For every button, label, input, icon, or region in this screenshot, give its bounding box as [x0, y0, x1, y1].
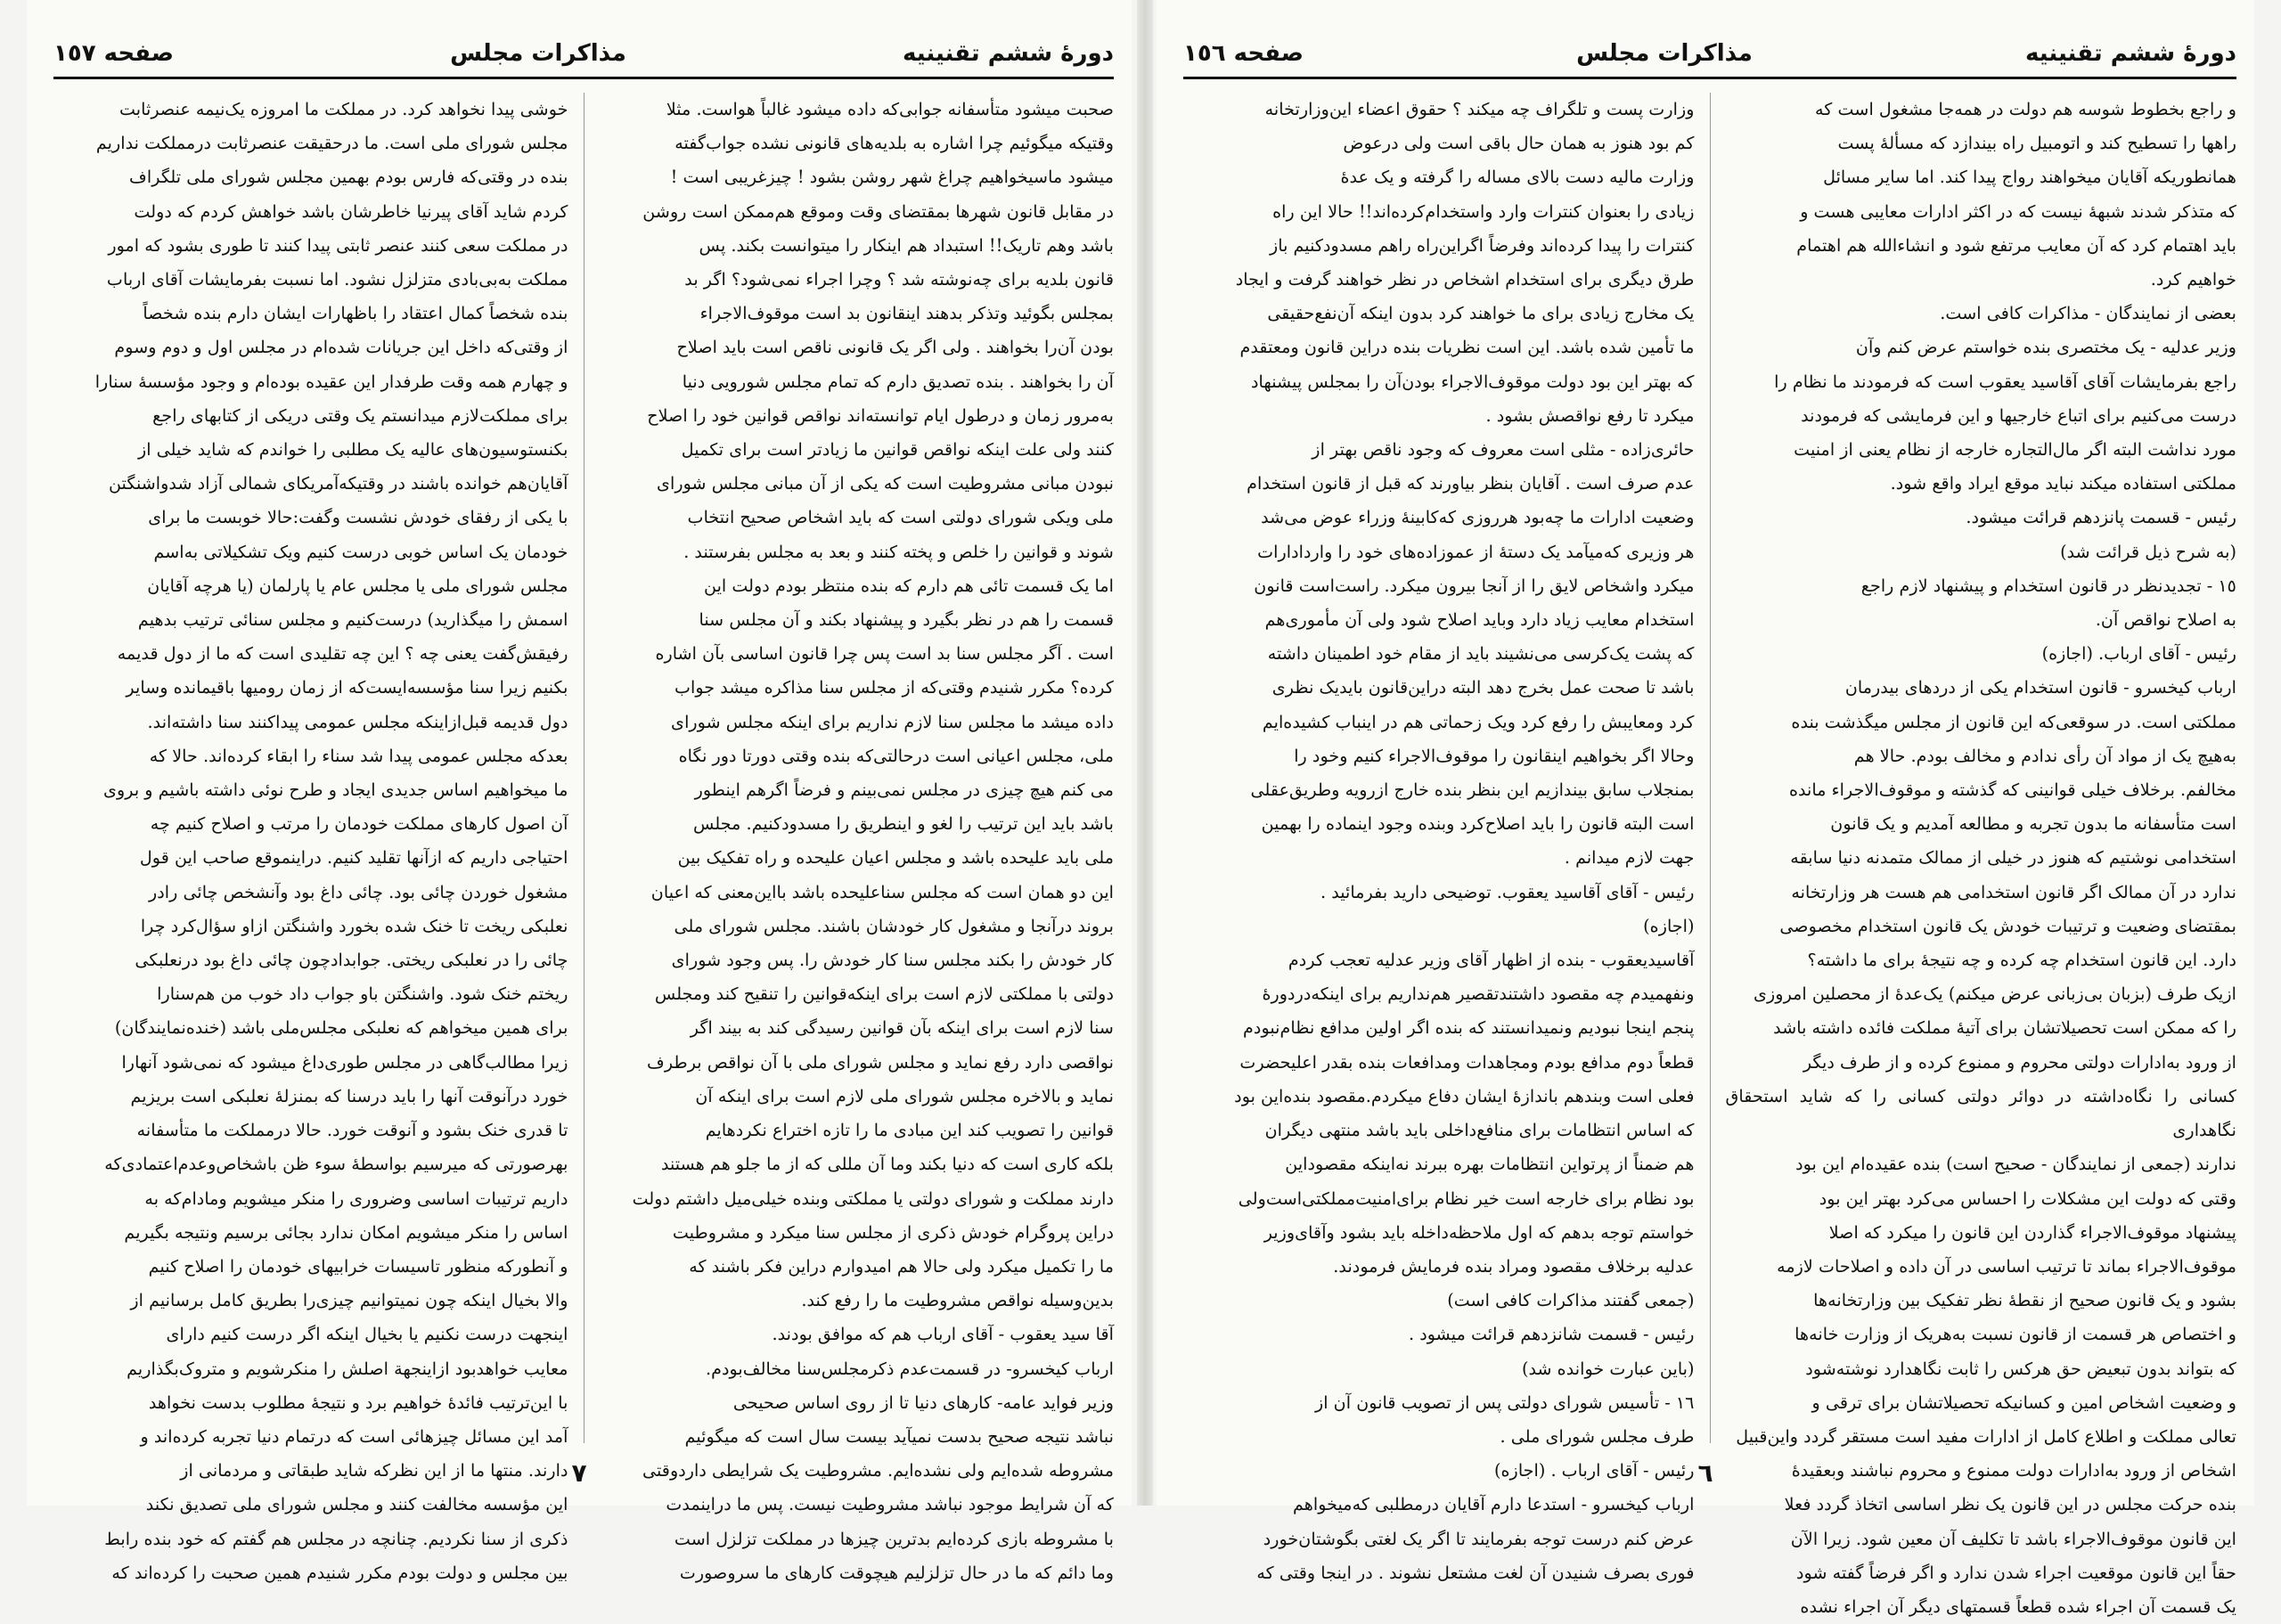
text-line: آقا سید یعقوب - آقای ارباب هم که موافق بودند. [772, 1324, 1114, 1345]
page-folio: ٦ [1697, 1458, 1713, 1488]
text-line: بودن آن‌را بخواهند . ولی اگر یک قانونی ناقص است باید اصلاح [676, 337, 1114, 358]
text-line: کسانی را نگاه‌داشته در دوائر دولتی کسانی را که شاید استحقاق نگاهداری [1725, 1085, 2236, 1141]
left-page-header [53, 34, 1114, 73]
text-line: از ورود به‌ادارات دولتی محروم و ممنوع کرده و از طرف دیگر [1803, 1051, 2236, 1073]
header-rule [1183, 77, 2236, 79]
text-line: مخالفم. برخلاف خیلی قوانینی که گذشته و موقوف‌الاجراء مانده [1788, 779, 2236, 801]
text-column-right [1725, 93, 2237, 1617]
text-line: بنده حرکت مجلس در این قانون یک نظر اساسی اتخاذ گردد فعلا [1784, 1494, 2236, 1515]
text-line: و آنطورکه منظور تاسیسات خرابیهای خودمان را اصلاح کنیم [148, 1255, 568, 1277]
text-line: همانطوریکه آقایان میخواهند رواج پیدا کند. اما سایر مسائل [1823, 167, 2236, 188]
text-line: که متذکر شدند شبههٔ نیست که در اکثر ادارات معایبی هست و [1800, 200, 2236, 222]
text-line: این دو همان است که مجلس سناعلیحده باشد بااین‌معنی که اعیان [650, 881, 1114, 902]
text-line: و وضعیت اشخاص امین و کسانیکه تحصیلاتشان برای ترقی و [1811, 1391, 2236, 1413]
column-divider [584, 93, 585, 1443]
text-line: نواقصی دارد رفع نماید و مجلس شورای ملی با آن نواقص برطرف [646, 1051, 1114, 1073]
text-line: بود نظام برای خارجه است خیر نظام برای‌امنیت‌مملکتی‌است‌ولی [1238, 1187, 1695, 1209]
text-line: بنده شخصاً کمال اعتقاد را باظهارات ایشان دارم بنده شخصاً [143, 303, 568, 324]
text-line: (باین عبارت خوانده شد) [1521, 1358, 1695, 1379]
text-line: بشود و یک قانون صحیح از نقطهٔ نظر تفکیک بین وزارتخانه‌ها [1813, 1290, 2236, 1311]
text-line: به اصلاح نواقص آن. [2095, 609, 2236, 631]
text-line: به‌مرور زمان و درطول ایام توانسته‌اند نواقص قوانین خود را اصلاح [647, 404, 1114, 426]
text-line: ازیک طرف (بزبان بی‌زبانی عرض میکنم) یک‌عدهٔ از محصلین امروزی [1754, 983, 2236, 1005]
right-page [1157, 0, 2254, 1617]
text-line: و اختصاص هر قسمت از قانون نسبت به‌هریک از وزارت خانه‌ها [1795, 1324, 2236, 1345]
text-line: خواستم توجه بدهم که اول ملاحظه‌داخله باید بشود وآقای‌وزیر [1263, 1221, 1695, 1243]
text-line: سنا لازم است برای اینکه بآن قوانین رسیدگی کند به بیند اگر [690, 1017, 1114, 1039]
text-line: (جمعی گفتند مذاکرات کافی است) [1447, 1290, 1695, 1311]
text-line: خوشی پیدا نخواهد کرد. در مملکت ما امروزه یک‌نیمه عنصرثابت [119, 99, 568, 119]
header-page-number: صفحه ١٥٦ [1183, 40, 1304, 67]
text-line: کنند ولی علت اینکه نواقص قوانین ما زیادتر است برای تکمیل [681, 439, 1114, 461]
text-line: ارباب کیخسرو - قانون استخدام یکی از دردهای بیدرمان [1844, 677, 2236, 698]
text-line: ذکری از سنا نکردیم. چنانچه در مجلس هم گفتم که خود بنده رابط [104, 1528, 568, 1549]
text-line: و چهارم همه وقت طرفدار این عقیده بوده‌ام و وجود مؤسسهٔ سنارا [94, 371, 568, 392]
text-line: وقتیکه میگوئیم چرا اشاره به بلدیه‌های قانونی نشده جواب‌گفته [674, 133, 1114, 154]
text-line: اشخاص از ورود به‌ادارات دولت ممنوع و محروم نباشند وبعقیدهٔ [1791, 1460, 2236, 1481]
text-line: ارباب کیخسرو - استدعا دارم آقایان درمطلبی که‌میخواهم [1293, 1494, 1695, 1515]
column-divider [1710, 93, 1711, 1443]
text-line: که بهتر این بود دولت موقوف‌الاجراء بودن‌آن را بمجلس پیشنهاد [1251, 371, 1695, 392]
header-series: دورهٔ ششم تقنینیه [2024, 40, 2236, 67]
text-line: بهرصورتی که میرسیم بواسطهٔ سوء ظن باشخاص‌وعدم‌اعتمادی‌که [104, 1154, 568, 1175]
header-rule [53, 77, 1114, 79]
text-line: استخدام معایب زیاد دارد وباید اصلاح شود ولی آن مأموری‌هم [1264, 609, 1695, 631]
text-line: است متأسفانه ما بدون تجربه و مطالعه آمدیم و یک قانون [1830, 813, 2236, 835]
text-line: که اساس انتظامات برای منافع‌داخلی باید باشد منتهی دیگران [1264, 1120, 1695, 1141]
header-page-number: صفحه ١٥٧ [53, 40, 175, 67]
text-line: بمنجلاب سابق بیندازیم این بنظر بنده خارج ازرویه وطریق‌عقلی [1250, 779, 1695, 801]
text-line: ملی، مجلس اعیانی است درحالتی‌که بنده وقتی دورتا دور نگاه [678, 745, 1114, 766]
text-line: چائی را در نعلبکی ریختی. جوابدادچون چائی داغ بود درنعلبکی [135, 950, 568, 971]
text-line: بین مجلس و دولت بودم مکرر شنیدم همین صحبت را کرده‌اند که [111, 1562, 568, 1583]
text-line: راهها را تسطیح کند و اتومبیل راه بیندازد که مسألهٔ پست [1837, 133, 2236, 154]
text-line: ١٦ - تأسیس شورای دولتی پس از تصویب قانون آن از [1314, 1391, 1695, 1413]
text-line: بنده در وقتی‌که فارس بودم بهمین مجلس شورای ملی تلگراف [129, 167, 568, 188]
text-line: وما دائم که ما در حال تزلزلیم هیچوقت کارهای ما سروصورت [679, 1562, 1114, 1583]
text-line: (اجازه) [1643, 915, 1695, 936]
text-line: کم بود هنوز به همان حال باقی است ولی درعوض [1343, 133, 1695, 154]
text-line: خودمان یک اساس خوبی درست کنیم ویک تشکیلاتی به‌اسم [153, 541, 568, 562]
text-line: یک مخارج زیادی برای ما خواهند کرد بدون اینکه آن‌نفع‌حقیقی [1267, 303, 1695, 324]
text-line: نبودن مبانی مشروطیت است که یکی از آن مبانی مجلس شورای [656, 473, 1114, 494]
text-line: میکرد واشخاص لایق را از آنجا بیرون میکرد. راست‌است قانون [1254, 575, 1695, 596]
text-line: نعلبکی ریخت تا خنک شده بخورد واشنگتن ازاو سؤال‌کرد چرا [140, 915, 568, 936]
text-line: به‌هیچ یک از مواد آن رأی ندادم و مخالف بودم. حالا هم [1853, 745, 2236, 766]
text-line: فعلی است وبندهم باندازهٔ ایشان دفاع میکردم.مقصود بنده‌این بود [1234, 1085, 1695, 1106]
text-line: است البته قانون را باید اصلاح‌کرد وبنده وجود اینماده را بهمین [1261, 813, 1695, 835]
text-line: که بتواند بدون تبعیض حق هرکس را ثابت نگاهدارد نوشته‌شود [1805, 1358, 2236, 1379]
text-line: ندارد در آن ممالک اگر قانون استخدامی هم هست هر وزارتخانه [1791, 881, 2236, 902]
text-line: مورد نداشت البته اگر مال‌التجاره خارجه از نظام یعنی از امنیت [1794, 439, 2236, 461]
text-line: آقاسیدیعقوب - بنده از اظهار آقای وزیر عدلیه تعجب کردم [1288, 950, 1695, 971]
header-title: مذاکرات مجلس [450, 40, 626, 67]
text-line: که پشت یک‌کرسی می‌نشیند باید از مقام خود اطمینان داشته [1267, 643, 1695, 665]
text-line: بدین‌وسیله نواقص مشروطیت ما را رفع کند. [801, 1290, 1114, 1311]
text-column-left [53, 93, 568, 1583]
text-line: تعالی مملکت و اطلاع کامل از ادارات مفید است مستقر گردد واین‌قبیل [1736, 1425, 2236, 1447]
text-column-left [1183, 93, 1695, 1583]
text-line: را که ممکن است تحصیلاتشان برای آتیهٔ مملکت فائده داشته باشد [1773, 1017, 2236, 1039]
text-line: قوانین را تصویب کند این مبادی ما را تازه اختراع نکردهایم [705, 1120, 1114, 1141]
text-line: میشود ماسیخواهیم چراغ شهر روشن بشود ! چیزغریبی است ! [670, 167, 1114, 188]
text-line: اینجهت درست نکنیم یا بخیال اینکه اگر درست کنیم دارای [166, 1324, 568, 1345]
text-line: دارند. منتها ما از این نظرکه شاید طبقاتی و مردمانی از [180, 1460, 568, 1481]
text-line: دول قدیمه قبل‌ازاینکه مجلس عمومی پیداکنند سنا داشته‌اند. [147, 711, 568, 732]
text-line: برای همین میخواهم که نعلبکی مجلس‌ملی باشد (خنده‌نمایندگان) [114, 1017, 568, 1039]
text-line: عدلیه برخلاف مقصود ومراد بنده فرمایش فرمودند. [1333, 1255, 1695, 1277]
text-line: با این‌ترتیب فائدهٔ خواهیم برد و نتیجهٔ مطلوب بدست نخواهد [148, 1391, 568, 1413]
text-line: عدم صرف است . آقایان بنظر بیاورند که قبل از قانون استخدام [1247, 473, 1695, 494]
text-line: با یکی از رفقای خودش نشست وگفت:حالا خوبست ما برای [148, 507, 568, 528]
text-line: از وقتی‌که داخل این جریانات شده‌ام در مجلس اول و دوم وسوم [114, 337, 568, 358]
text-line: والا بخیال اینکه چون نمیتوانیم چیزی‌را بطریق کامل برسانیم از [130, 1290, 568, 1311]
text-line: بکنیم زیرا سنا مؤسسه‌ایست‌که از زمان رومیها باقیمانده وسایر [126, 677, 568, 698]
text-line: برای مملکت‌لازم میدانستم یک وقتی دریکی از کتابهای راجع [152, 404, 568, 426]
text-line: در مقابل قانون شهرها بمقتضای وقت وموقع هم‌ممکن است روشن [642, 200, 1114, 222]
right-page-header [1183, 34, 2236, 73]
text-line: موقوف‌الاجراء بماند تا ترتیب اساسی در آن داده و اصلاحات لازمه [1777, 1255, 2236, 1277]
text-line: مجلس شورای ملی است. ما درحقیقت عنصرثابت درمملکت نداریم [95, 133, 568, 154]
header-series: دورهٔ ششم تقنینیه [902, 40, 1114, 67]
text-line: کرده؟ مکرر شنیدم وقتی‌که از مجلس سنا مذاکره میشد جواب [674, 677, 1114, 698]
text-line: دارند مملکت و شورای دولتی یا مملکتی وبنده خیلی‌میل داشتم دولت [632, 1187, 1114, 1209]
text-line: وحالا اگر بخواهیم اینقانون را موقوف‌الاجراء کنیم وخود را [1294, 745, 1695, 766]
text-line: ملی ویکی شورای دولتی است که باید اشخاص صحیح‌ انتخاب [687, 507, 1114, 528]
text-line: رئیس - قسمت پانزدهم قرائت میشود. [1966, 507, 2236, 528]
text-line: رفیقش‌گفت یعنی چه ؟ این چه تقلیدی است که ما از دول قدیمه [117, 643, 568, 665]
text-line: آمد این مسائل چیزهائی است که درتمام دنیا تجربه کرده‌اند و [140, 1425, 568, 1447]
text-line: است . آگر مجلس سنا بد است پس چرا قانون اساسی بآن اشاره [655, 643, 1114, 665]
text-line: احتیاجی داریم که ازآنها تقلید کنیم. دراینموقع صاحب این قول [139, 847, 568, 869]
text-line: بمقتضای وضعیت و ترتیبات خودش یک قانون استخدام مخصوصی [1779, 915, 2236, 936]
text-line: رئیس - آقای ارباب. (اجازه) [2041, 643, 2236, 665]
text-line: صحبت میشود متأسفانه جوابی‌که داده میشود غالباً هواست. مثلا [666, 99, 1114, 119]
text-line: دراین پروگرام خودش ذکری از مجلس سنا میکرد و مشروطیت [672, 1221, 1114, 1243]
text-line: خورد درآنوقت آنها را باید درسنا که بمنزلهٔ نعلبکی است بریزیم [130, 1085, 568, 1106]
text-line: بکنستوسیون‌های عالیه یک مطلبی را خواندم که شاید خیلی از [137, 439, 568, 461]
text-line: بلکه کاری است که دنیا بکند وما آن مللی که از ما جلو هم هستند [660, 1154, 1114, 1175]
text-line: کنترات را پیدا کرده‌اند وفرضاً اگراین‌راه راهم مسدودکنیم باز [1269, 234, 1695, 256]
left-page-columns [53, 93, 1114, 1583]
text-line: در مملکت سعی کنند عنصر ثابتی پیدا کنند تا طوری بشود که امور [108, 234, 568, 256]
text-line: زیادی را بعنوان کنترات وارد واستخدام‌کرده‌اند!! حالا این راه [1272, 200, 1695, 222]
text-line: و راجع بخطوط شوسه هم دولت در همه‌جا مشغول است که [1815, 99, 2236, 119]
text-line: ریختم خنک شود. واشنگتن باو جواب داد خوب من هم‌سنارا [157, 983, 568, 1005]
text-line: هم ضمناً از پرتواین انتظامات بهره ببرند نه‌اینکه مقصوداین [1285, 1154, 1695, 1175]
text-line: آقایان‌هم خوانده باشند در وقتیکه‌آمریکای شمالی آزاد شدواشنگتن [108, 473, 568, 494]
left-page [27, 0, 1132, 1583]
text-line: اساس را منکر میشویم امکان ندارد بجائی برسیم ونتیجه بگیریم [124, 1221, 568, 1243]
text-line: با مشروطه بازی کرده‌ایم بدترین چیزها در مملکت تزلزل است [674, 1528, 1114, 1549]
right-page-columns [1183, 93, 2236, 1617]
text-line: راجع بفرمایشات آقای آقاسید یعقوب است که فرمودند ما نظام را [1774, 371, 2236, 392]
text-line: وقتی که دولت این مشکلات را احساس می‌کرد بهتر این بود [1819, 1187, 2236, 1209]
text-line: باید اهتمام کرد که آن معایب مرتفع شود و انشاءالله هم اهتمام [1796, 234, 2236, 256]
text-line: وزارت پست و تلگراف چه میکند ؟ حقوق اعضاء این‌وزارتخانه [1264, 99, 1695, 119]
text-line: بعدکه مجلس عمومی پیدا شد سناء را ابقاء کرده‌اند. حالا که [149, 745, 568, 766]
text-line: نماید و بالاخره مجلس شورای ملی لازم است برای اینکه آن [695, 1085, 1114, 1106]
text-line: حقاً این قانون موقعیت اجراء شدن ندارد و اگر فرضاً گفته شود [1796, 1562, 2236, 1583]
text-line: عرض کنم درست توجه بفرمایند تا اگر یک لغتی بگوشتان‌خورد [1263, 1528, 1695, 1549]
text-line: شوند و قوانین را خلص و پخته کنند و بعد به مجلس بفرستند . [683, 541, 1114, 562]
text-line: وزارت مالیه دست بالای مساله را گرفته و یک عدهٔ [1340, 167, 1695, 188]
text-line: اسمش را میگذارید) درست‌کنیم و مجلس سنائی ترتیب بدهیم [137, 609, 568, 631]
text-line: تا قدری خنک بشود و آنوقت خورد. حالا درمملکت ما متأسفانه [136, 1120, 568, 1141]
text-line: بعضی از نمایندگان - مذاکرات کافی است. [1940, 303, 2236, 324]
book-gutter [1137, 0, 1153, 1506]
text-line: مشروطه شده‌ایم ولی نشده‌ایم. مشروطیت یک شرایطی داردوقتی [642, 1460, 1114, 1481]
header-title: مذاکرات مجلس [1576, 40, 1753, 67]
text-line: وضعیت ادارات ما چه‌بود هرروزی که‌کابینهٔ وزراء عوض می‌شد [1261, 507, 1695, 528]
text-line: بمجلس بگوئید وتذکر بدهند اینقانون بد است موقوف‌الاجراء [699, 303, 1114, 324]
text-line: معایب خواهدبود ازاینجهة اصلش را منکرشویم و متروک‌بگذاریم [127, 1358, 568, 1379]
page-folio: ٧ [571, 1458, 587, 1488]
text-line: طرق دیگری برای استخدام اشخاص در نظر خواهند گرفت و ایجاد [1235, 269, 1695, 290]
text-line: خواهیم کرد. [2150, 269, 2236, 290]
text-line: زیرا مطالب‌گاهی در مجلس طوری‌داغ میشود که نمی‌شود آنهارا [121, 1051, 568, 1073]
text-line: (به شرح ذیل قرائت شد) [2060, 541, 2236, 562]
text-line: دولتی با مملکتی لازم است برای اینکه‌قوانین را تنقیح کند ومجلس [654, 983, 1114, 1005]
text-line: استخدامی نوشتیم که هنوز در خیلی از ممالک متمدنه دنیا سابقه [1790, 847, 2236, 869]
text-line: قطعاً دوم مدافع بودم ومجاهدات ومدافعات بنده بقدر اعلیحضرت [1239, 1051, 1695, 1073]
text-line: مملکت به‌بی‌بادی متزلزل نشود. اما نسبت بفرمایشات آقای ارباب [106, 269, 568, 290]
text-line: جهت لازم میدانم . [1564, 847, 1695, 869]
text-line: بروند درآنجا و مشغول کار خودشان باشند. مجلس شورای ملی [674, 915, 1114, 936]
text-line: فوری بصرف شنیدن آن لغت مشتعل نشوند . در اینجا وقتی که [1256, 1562, 1695, 1583]
text-line: وزیر فواید عامه- کارهای دنیا تا از روی اساس صحیحی [732, 1391, 1114, 1413]
text-line: اما یک قسمت تائی هم دارم که بنده منتظر بودم دولت این [703, 575, 1114, 596]
text-line: ما تأمین شده باشد. این است نظریات بنده دراین قانون ومعتقدم [1239, 337, 1695, 358]
text-line: باشد وهم تاریک!! استبداد هم اینکار را میتوانست بکند. پس [699, 234, 1114, 256]
text-line: مملکتی استفاده میکند نباید موقع ایراد واقع شود. [1890, 473, 2236, 494]
text-line: رئیس - آقای آقاسید یعقوب. توضیحی دارید بفرمائید . [1320, 881, 1695, 902]
text-line: ارباب کیخسرو- در قسمت‌عدم ذکرمجلس‌سنا مخالف‌بودم. [706, 1358, 1114, 1379]
text-line: طرف مجلس شورای ملی . [1500, 1425, 1695, 1447]
text-line: مملکتی است. در سوقعی‌که این قانون از مجلس میگذشت بنده [1791, 711, 2236, 732]
text-line: باشد باید این ترتیب را لغو و اینطریق را مسدودکنیم. مجلس [692, 813, 1114, 835]
text-line: که آن شرایط موجود نباشد مشروطیت نیست. پس ما دراینمدت [666, 1494, 1114, 1515]
text-line: حائری‌زاده - مثلی است معروف که وجود ناقص بهتر از [1312, 439, 1695, 461]
text-line: کرد ومعایبش را رفع کرد ویک زحماتی هم در اینباب کشیده‌ایم [1262, 711, 1695, 732]
text-line: رئیس - قسمت شانزدهم قرائت میشود . [1409, 1324, 1695, 1345]
text-line: وزیر عدلیه - یک مختصری بنده خواستم عرض کنم وآن [1855, 337, 2236, 358]
text-line: این قانون موقوف‌الاجراء باشد تا تکلیف آن معین شود. زیرا الآن [1790, 1528, 2236, 1549]
text-line: ١٥ - تجدیدنظر در قانون استخدام و پیشنهاد لازم راجع [1860, 575, 2236, 596]
text-line: مشغول خوردن چائی بود. چائی داغ بود وآنشخص چائی رادر [148, 881, 568, 902]
text-line: آن را بخواهند . بنده تصدیق دارم که تمام مجلس شورویی دنیا [682, 371, 1114, 392]
text-line: می کنم هیچ چیزی در مجلس نمی‌بینم و فرضاً اگرهم اینطور [694, 779, 1114, 801]
text-line: ما میخواهیم اساس جدیدی ایجاد و طرح نوئی داشته باشیم و بروی [102, 779, 568, 801]
text-line: ونفهمیدم چه مقصود داشتند‌تقصیر هم‌نداریم برای اینکه‌دردورهٔ [1262, 983, 1695, 1005]
text-line: داده میشد ما مجلس سنا لازم نداریم برای اینکه مجلس شورای [671, 711, 1114, 732]
text-line: میکرد تا رفع نواقصش بشود . [1485, 404, 1695, 426]
text-line: قسمت را هم در نظر بگیرد و پیشنهاد بکند و آن مجلس سنا [699, 609, 1114, 631]
text-column-right [600, 93, 1115, 1583]
text-line: داریم ترتیبات اساسی وضروری را منکر میشویم ومادام‌که به [144, 1187, 568, 1209]
text-line: مجلس شورای ملی یا مجلس عام یا پارلمان (یا هرچه آقایان [147, 575, 568, 596]
text-line: باشد تا صحت عمل بخرج دهد البته دراین‌قانون بایدیک نظری [1271, 677, 1695, 698]
text-line: دارد. این قانون استخدام چه کرده و چه نتیجهٔ برای ما داشته؟ [1807, 950, 2236, 971]
text-line: ما را تکمیل میکرد ولی حالا هم امیدوارم دراین فکر باشند که [689, 1255, 1114, 1277]
text-line: پیشنهاد موقوف‌الاجراء گذاردن این قانون را میکرد که اصلا [1828, 1221, 2236, 1243]
text-line: ملی باید علیحده باشد و مجلس اعیان علیحده و راه تفکیک بین [677, 847, 1114, 869]
text-line: هر وزیری که‌میآمد یک دستهٔ از عموزاده‌های خود را وارد‌ادارات [1257, 541, 1695, 562]
text-line: کار خودش را بکند مجلس سنا کار خودش را. پس وجود شورای [671, 950, 1114, 971]
text-line: آن اصول کارهای مملکت خودمان را مرتب و اصلاح کنیم چه [150, 813, 568, 835]
text-line: نباشد نتیجه صحیح بدست نمیآید بیست سال است که میگوئیم [684, 1425, 1114, 1447]
text-line: رئیس - آقای ارباب . (اجازه) [1494, 1460, 1695, 1481]
text-line: قانون بلدیه برای چه‌نوشته شد ؟ وچرا اجراء نمی‌شود؟ اگر بد [684, 269, 1114, 290]
text-line: ندارند (جمعی از نمایندگان - صحیح است) بنده عقیده‌ام این بود [1795, 1154, 2236, 1175]
text-line: کردم شاید آقای پیرنیا خاطرشان باشد خواهش کردم که دولت [134, 200, 568, 222]
text-line: درست می‌کنیم برای اتباع خارجیها و این فرمایشی که فرمودند [1801, 404, 2236, 426]
text-line: پنجم اینجا نبودیم ونمیدانستند که بنده اگر اولین مدافع نظام‌نبودم [1243, 1017, 1695, 1039]
text-line: یک قسمت آن اجراء شده قطعاً قسمتهای دیگر آن اجراء نشده [1800, 1595, 2236, 1617]
text-line: این مؤسسه مخالفت کنند و مجلس شورای ملی تصدیق نکند [145, 1494, 568, 1515]
